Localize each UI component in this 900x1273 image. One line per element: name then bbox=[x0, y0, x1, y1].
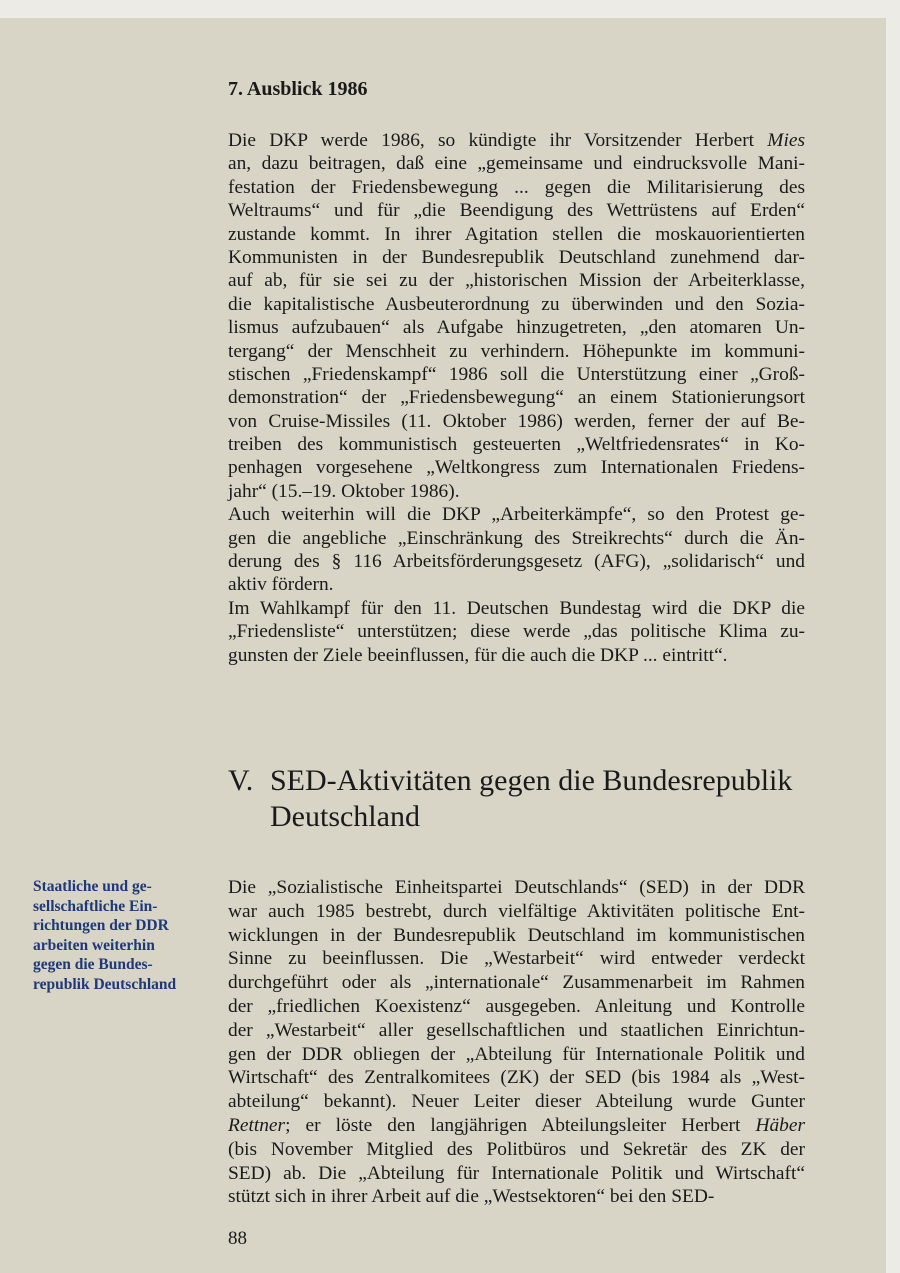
text-line: gunsten der Ziele beeinflussen, für die auch die DKP ... eintritt“. bbox=[228, 644, 728, 666]
page-number: 88 bbox=[228, 1228, 247, 1249]
section-body-2 bbox=[228, 876, 805, 1209]
text-line: gen der DDR obliegen der „Abteilung für Internationale Politik und bbox=[228, 1043, 805, 1065]
text-line: Im Wahlkampf für den 11. Deutschen Bundestag wird die DKP die bbox=[228, 597, 805, 619]
text-line: treiben des kommunistisch gesteuerten „Weltfriedensrates“ in Ko- bbox=[228, 434, 805, 456]
margin-note-line: gegen die Bundes- bbox=[33, 956, 153, 974]
text-line: jahr“ (15.–19. Oktober 1986). bbox=[228, 480, 460, 502]
chapter-title-line-2: Deutschland bbox=[270, 800, 420, 833]
text-line: stischen „Friedenskampf“ 1986 soll die Unterstützung einer „Groß- bbox=[228, 363, 805, 385]
text-line: gen die angebliche „Einschränkung des Streikrechts“ durch die Än- bbox=[228, 527, 805, 549]
section-heading: 7. Ausblick 1986 bbox=[228, 78, 368, 100]
margin-note-line: sellschaftliche Ein- bbox=[33, 897, 158, 915]
text-line: durchgeführt oder als „internationale“ Zusammenarbeit im Rahmen bbox=[228, 972, 805, 994]
text-line: festation der Friedensbewegung ... gegen die Militarisierung des bbox=[228, 176, 805, 198]
paragraph bbox=[228, 597, 805, 667]
text-line: SED) ab. Die „Abteilung für Internationale Politik und Wirtschaft“ bbox=[228, 1162, 805, 1184]
text-line: Auch weiterhin will die DKP „Arbeiterkämpfe“, so den Protest ge- bbox=[228, 504, 805, 526]
text-line: tergang“ der Menschheit zu verhindern. Höhepunkte im kommuni- bbox=[228, 340, 805, 362]
text-line: der „friedlichen Koexistenz“ ausgegeben. Anleitung und Kontrolle bbox=[228, 995, 805, 1017]
text-line: (bis November Mitglied des Politbüros und Sekretär des ZK der bbox=[228, 1138, 805, 1160]
text-line: „Friedensliste“ unterstützen; diese werde „das politische Klima zu- bbox=[228, 621, 805, 643]
text-line: aktiv fördern. bbox=[228, 574, 334, 596]
text-line: die kapitalistische Ausbeuterordnung zu überwinden und den Sozia- bbox=[228, 293, 805, 315]
text-line: derung des § 116 Arbeitsförderungsgesetz (AFG), „solidarisch“ und bbox=[228, 551, 805, 573]
chapter-number: V. bbox=[228, 764, 254, 797]
text-line: der „Westarbeit“ aller gesellschaftlichen und staatlichen Einrichtun- bbox=[228, 1019, 805, 1041]
text-line: penhagen vorgesehene „Weltkongress zum Internationalen Friedens- bbox=[228, 457, 805, 479]
text-line: abteilung“ bekannt). Neuer Leiter dieser Abteilung wurde Gunter bbox=[228, 1091, 805, 1113]
margin-note-line: republik Deutschland bbox=[33, 975, 177, 993]
section-body-1 bbox=[228, 129, 805, 667]
text-line: Die DKP werde 1986, so kündigte ihr Vorsitzender Herbert Mies bbox=[228, 130, 805, 151]
margin-note-line: Staatliche und ge- bbox=[33, 878, 152, 895]
text-line: demonstration“ der „Friedensbewegung“ an einem Stationierungsort bbox=[228, 387, 805, 409]
text-line: an, dazu beitragen, daß eine „gemeinsame und eindrucksvolle Mani- bbox=[228, 153, 805, 175]
paragraph bbox=[228, 129, 805, 503]
text-line: Sinne zu beeinflussen. Die „Westarbeit“ wird entweder verdeckt bbox=[228, 948, 805, 970]
text-line: stützt sich in ihrer Arbeit auf die „Westsektoren“ bei den SED- bbox=[228, 1186, 715, 1208]
margin-note-line: arbeiten weiterhin bbox=[33, 936, 155, 954]
paragraph bbox=[228, 503, 805, 597]
text-line: zustande kommt. In ihrer Agitation stellen die moskauorientierten bbox=[228, 223, 805, 245]
text-line: lismus aufzubauen“ als Aufgabe hinzugetreten, „den atomaren Un- bbox=[228, 317, 805, 339]
text-line: auf ab, für sie sei zu der „historischen Mission der Arbeiterklasse, bbox=[228, 270, 805, 292]
text-line: wicklungen in der Bundesrepublik Deutschland im kommunistischen bbox=[228, 924, 805, 946]
text-line: Weltraums“ und für „die Beendigung des Wettrüstens auf Erden“ bbox=[228, 200, 805, 222]
margin-note-line: richtungen der DDR bbox=[33, 917, 169, 935]
text-line: von Cruise-Missiles (11. Oktober 1986) werden, ferner der auf Be- bbox=[228, 410, 805, 432]
text-line: Rettner; er löste den langjährigen Abteilungsleiter Herbert Häber bbox=[228, 1114, 805, 1136]
text-line: Kommunisten in der Bundesrepublik Deutschland zunehmend dar- bbox=[228, 246, 805, 268]
text-line: Die „Sozialistische Einheitspartei Deutschlands“ (SED) in der DDR bbox=[228, 877, 805, 898]
chapter-title-line-1: SED-Aktivitäten gegen die Bundesrepublik bbox=[270, 764, 793, 797]
text-line: Wirtschaft“ des Zentralkomitees (ZK) der SED (bis 1984 als „West- bbox=[228, 1067, 805, 1089]
text-line: war auch 1985 bestrebt, durch vielfältige Aktivitäten politische Ent- bbox=[228, 900, 805, 922]
paragraph bbox=[228, 876, 805, 1209]
margin-note bbox=[33, 877, 213, 995]
